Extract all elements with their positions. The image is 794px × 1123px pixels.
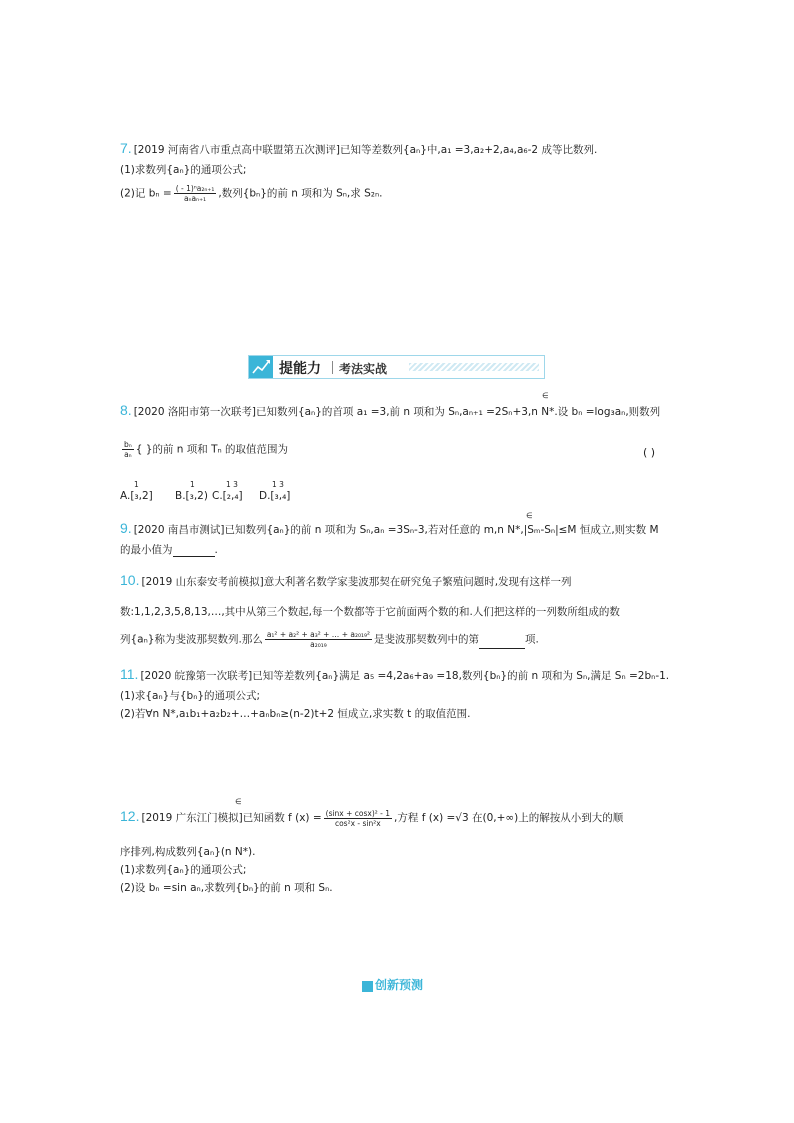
q9-line2 — [120, 542, 218, 557]
q12-element-mark: ∈ — [235, 797, 242, 806]
q10-fraction — [265, 630, 372, 649]
q12-fraction-den: cos²x - sin²x — [334, 818, 381, 828]
q11-stem — [120, 666, 669, 683]
q8-line2 — [120, 440, 288, 459]
q11-part2: (2)若∀n N*,a₁b₁+a₂b₂+…+aₙbₙ≥(n-2)t+2 恒成立,求实数 t 的取值范围. — [120, 708, 471, 720]
q8-line2-text: { }的前 n 项和 Tₙ 的取值范围为 — [135, 443, 289, 456]
q10-line3 — [120, 630, 539, 649]
q12-stem — [120, 808, 623, 828]
q7-fraction-den: aₙaₙ₊₁ — [183, 194, 207, 203]
q10-line3-mid: 是斐波那契数列中的第 — [374, 633, 479, 646]
section-banner — [248, 355, 545, 379]
q9-stem-text: [2020 南昌市测试]已知数列{aₙ}的前 n 项和为 Sₙ,aₙ =3Sₙ-3,若对任意的 m,n N*,|Sₘ-Sₙ|≤M 恒成立,则实数 M — [133, 524, 659, 536]
q8-option-b-top: 1 — [190, 480, 195, 489]
q7-part2-pre: (2)记 bₙ = — [120, 187, 172, 200]
q8-option-c: C.[₂,₄] — [212, 490, 243, 502]
q12-part1: (1)求数列{aₙ}的通项公式; — [120, 864, 247, 876]
q8-stem — [120, 402, 660, 419]
q8-number: 8. — [120, 402, 132, 418]
q11-number: 11. — [120, 666, 139, 682]
q9-end: . — [214, 544, 218, 556]
q8-option-c-top: 1 3 — [226, 480, 238, 489]
banner-title: 提能力 — [279, 361, 321, 377]
q8-fraction-den: aₙ — [124, 450, 132, 459]
q7-stem-text: [2019 河南省八市重点高中联盟第五次测评]已知等差数列{aₙ}中,a₁ =3,a₂+2,a₄,a₆-2 成等比数列. — [133, 144, 598, 156]
banner-stripe — [409, 363, 539, 371]
q8-option-a: A.[₃,2] — [120, 490, 153, 502]
q12-stem-pre: [2019 广东江门模拟]已知函数 f (x) = — [141, 812, 322, 824]
q12-fraction-num: (sinx + cosx)² - 1 — [325, 808, 391, 818]
q8-option-b: B.[₃,2) — [175, 490, 208, 502]
q9-line2-text: 的最小值为 — [120, 544, 173, 556]
q7-number: 7. — [120, 140, 132, 156]
banner-divider — [332, 361, 333, 374]
q10-stem-text: [2019 山东泰安考前模拟]意大利著名数学家斐波那契在研究兔子繁殖问题时,发现有这样一列 — [141, 576, 572, 588]
q12-line2: 序排列,构成数列{aₙ}(n N*). — [120, 846, 256, 858]
q8-fraction-num: bₙ — [124, 440, 132, 449]
q9-answer-blank[interactable] — [173, 544, 215, 557]
q8-option-d: D.[₃,₄] — [259, 490, 291, 502]
q10-number: 10. — [120, 572, 140, 588]
q7-stem — [120, 140, 597, 157]
q8-element-mark: ∈ — [542, 391, 549, 400]
q10-line3-pre: 列{aₙ}称为斐波那契数列.那么 — [120, 633, 263, 646]
q12-stem-post: ,方程 f (x) =√3 在(0,+∞)上的解按从小到大的顺 — [394, 812, 624, 824]
q12-fraction — [324, 809, 392, 828]
q8-stem-text: [2020 洛阳市第一次联考]已知数列{aₙ}的首项 a₁ =3,前 n 项和为 Sₙ,aₙ₊₁ =2Sₙ+3,n N*.设 bₙ =log₃aₙ,则数列 — [133, 406, 661, 418]
q9-number: 9. — [120, 520, 132, 536]
q11-part1: (1)求{aₙ}与{bₙ}的通项公式; — [120, 690, 261, 702]
banner-subtitle: 考法实战 — [339, 362, 388, 376]
q7-fraction-num: ( - 1)ⁿa₂ₙ₊₁ — [175, 184, 215, 193]
innovation-icon — [362, 981, 373, 992]
q11-stem-text: [2020 皖豫第一次联考]已知等差数列{aₙ}满足 a₅ =4,2a₆+a₉ =18,数列{bₙ}的前 n 项和为 Sₙ,满足 Sₙ =2bₙ-1. — [140, 670, 670, 682]
q8-answer-bracket: ( ) — [643, 446, 656, 459]
q10-fraction-den: a₂₀₁₉ — [310, 640, 327, 649]
q7-part2-post: ,数列{bₙ}的前 n 项和为 Sₙ,求 S₂ₙ. — [218, 187, 383, 200]
footer-section — [362, 976, 423, 993]
q7-part1: (1)求数列{aₙ}的通项公式; — [120, 164, 247, 176]
q9-stem — [120, 520, 659, 537]
q10-stem — [120, 572, 572, 589]
q9-element-mark: ∈ — [526, 511, 533, 520]
q10-fraction-num: a₁² + a₂² + a₃² + … + a₂₀₁₉² — [266, 630, 370, 639]
q8-option-a-top: 1 — [134, 480, 139, 489]
q10-line3-end: 项. — [525, 633, 539, 646]
q10-line2: 数:1,1,2,3,5,8,13,…,其中从第三个数起,每一个数都等于它前面两个数的和.人们把这样的一列数所组成的数 — [120, 606, 620, 618]
chart-icon — [249, 356, 273, 378]
q8-fraction — [122, 440, 134, 459]
q12-number: 12. — [120, 808, 140, 824]
q7-part2 — [120, 184, 383, 203]
q7-fraction — [174, 184, 217, 203]
q10-answer-blank[interactable] — [479, 636, 525, 649]
footer-label: 创新预测 — [375, 978, 424, 992]
q12-part2: (2)设 bₙ =sin aₙ,求数列{bₙ}的前 n 项和 Sₙ. — [120, 882, 333, 894]
q8-option-d-top: 1 3 — [272, 480, 284, 489]
